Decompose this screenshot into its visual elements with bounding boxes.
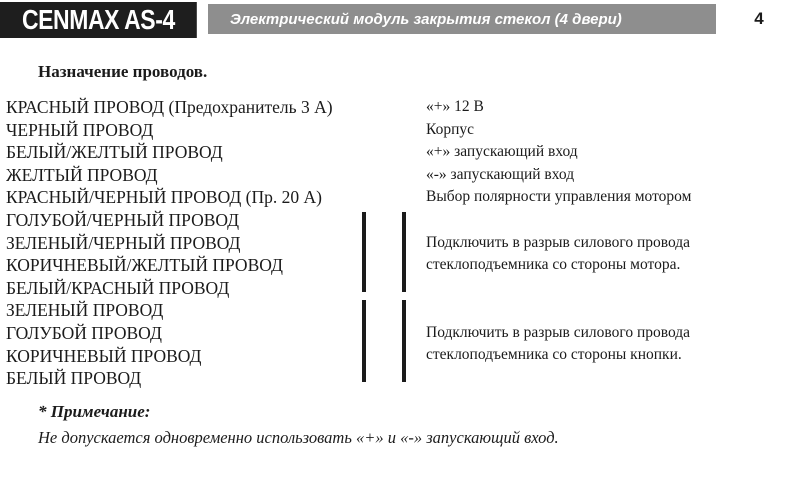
function-plus-12v: «+» 12 В [426,98,484,115]
wire-red: КРАСНЫЙ ПРОВОД (Предохранитель 3 А) [6,97,333,117]
wire-black: ЧЕРНЫЙ ПРОВОД [6,119,154,140]
function-plus-trigger: «+» запускающий вход [426,143,578,161]
wire-function-list [426,96,691,209]
function-ground: Корпус [426,120,474,138]
group-button-bracket-right [402,300,406,382]
wire-green: ЗЕЛЕНЫЙ ПРОВОД [6,300,164,321]
wire-white-red: БЕЛЫЙ/КРАСНЫЙ ПРОВОД [6,277,230,298]
group-button-note-line1: Подключить в разрыв силового провода [426,324,691,341]
wire-blue: ГОЛУБОЙ ПРОВОД [6,322,162,343]
page-header [0,0,800,40]
wire-green-black: ЗЕЛЕНЫЙ/ЧЕРНЫЙ ПРОВОД [6,232,241,253]
wire-brown: КОРИЧНЕВЫЙ ПРОВОД [6,345,202,366]
brand-logo: CENMAX AS-4 [0,2,197,38]
header-subtitle: Электрический модуль закрытия стекол (4 двери) [208,4,716,34]
wire-list [6,96,333,390]
group-motor-note [426,232,690,276]
group-button-bracket-left [362,300,366,382]
group-motor-bracket-right [402,212,406,292]
group-motor-bracket-left [362,212,366,292]
wire-white-yellow: БЕЛЫЙ/ЖЕЛТЫЙ ПРОВОД [6,142,223,163]
group-motor-note-line2: стеклоподъемника со стороны мотора. [426,256,681,273]
note-heading: * Примечание: [38,402,151,421]
wire-blue-black: ГОЛУБОЙ/ЧЕРНЫЙ ПРОВОД [6,209,240,230]
wire-white: БЕЛЫЙ ПРОВОД [6,368,142,389]
page-number: 4 [754,9,764,28]
group-button-note [426,322,690,366]
function-minus-trigger: «-» запускающий вход [426,165,575,183]
group-motor-note-line1: Подключить в разрыв силового провода [426,234,691,251]
wire-brown-yellow: КОРИЧНЕВЫЙ/ЖЕЛТЫЙ ПРОВОД [6,255,283,276]
wire-yellow: ЖЕЛТЫЙ ПРОВОД [6,164,158,185]
note-text: Не допускается одновременно использовать «+» и «-» запускающий вход. [38,428,559,447]
group-button-note-line2: стеклоподъемника со стороны кнопки. [426,346,682,363]
wire-red-black: КРАСНЫЙ/ЧЕРНЫЙ ПРОВОД (Пр. 20 А) [6,187,322,208]
section-title: Назначение проводов. [38,62,208,81]
function-polarity-select: Выбор полярности управления мотором [426,188,692,206]
